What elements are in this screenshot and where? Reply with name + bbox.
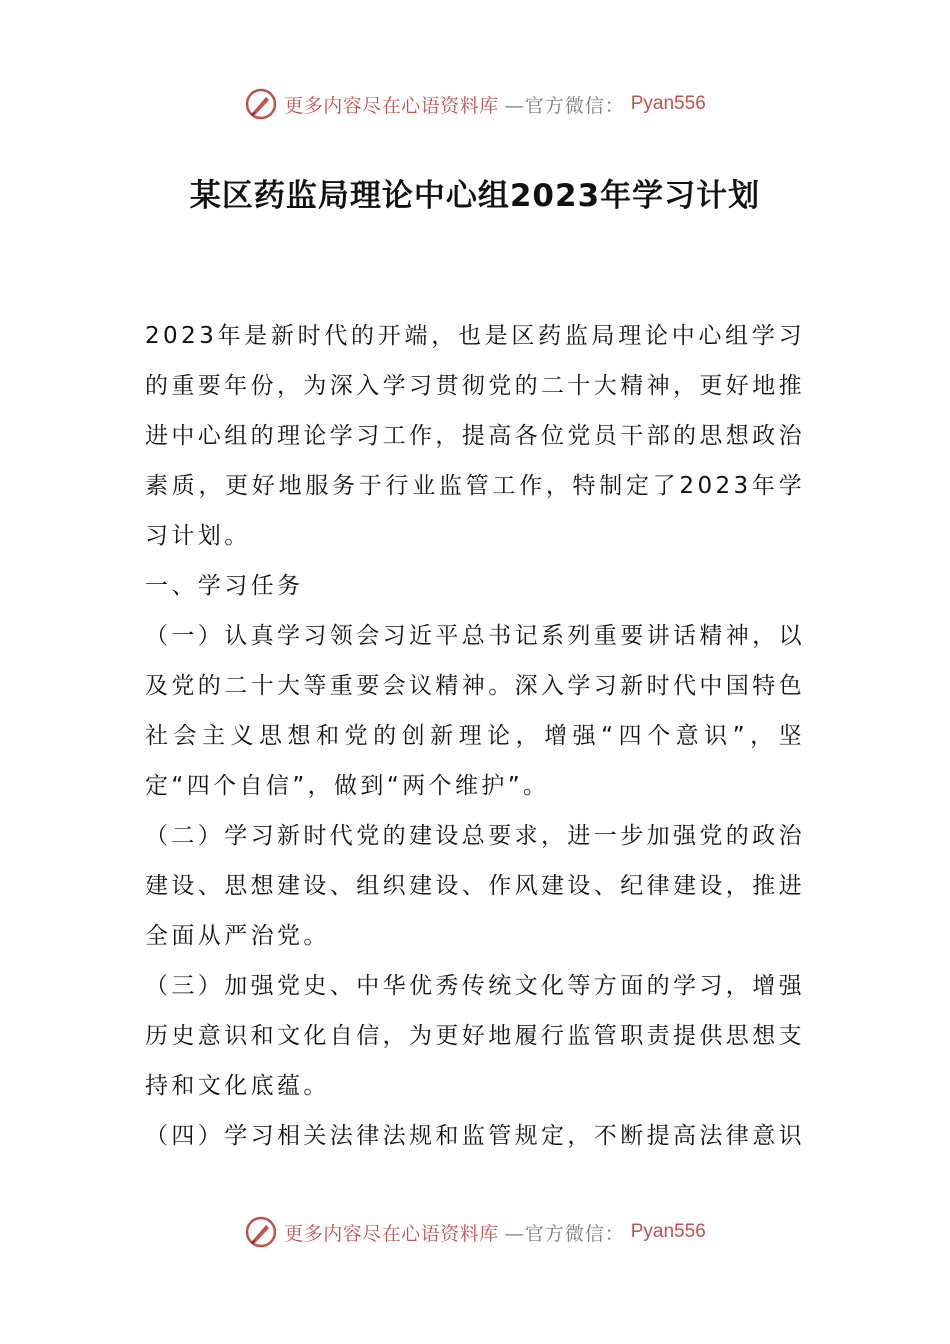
watermark-text: 更多内容尽在心语资料库: [284, 1222, 499, 1245]
document-body: [145, 311, 805, 1161]
pen-circle-logo-icon: [244, 87, 278, 121]
pen-circle-logo-icon: [244, 1215, 278, 1249]
watermark-text: 更多内容尽在心语资料库: [284, 94, 499, 117]
paragraph-item-1: （一）认真学习领会习近平总书记系列重要讲话精神，以及党的二十大等重要会议精神。深入学习新时代中国特色社会主义思想和党的创新理论，增强“四个意识”，坚定“四个自信”，做到“两个维护”。: [145, 623, 805, 799]
paragraph-item-2: （二）学习新时代党的建设总要求，进一步加强党的政治建设、思想建设、组织建设、作风建设、纪律建设，推进全面从严治党。: [145, 823, 805, 949]
watermark-wechat-id: Pyan556: [630, 1221, 706, 1242]
watermark-separator: —官方微信：: [504, 94, 625, 117]
header-watermark: [0, 84, 950, 124]
watermark-separator: —官方微信：: [504, 1222, 625, 1245]
watermark-wechat-id: Pyan556: [630, 93, 706, 114]
paragraph-item-3: （三）加强党史、中华优秀传统文化等方面的学习，增强历史意识和文化自信，为更好地履行监管职责提供思想支持和文化底蕴。: [145, 973, 805, 1099]
document-title: 某区药监局理论中心组2023年学习计划: [189, 178, 761, 214]
section-heading: 一、学习任务: [145, 573, 304, 599]
footer-watermark: [0, 1212, 950, 1252]
paragraph-intro: 2023年是新时代的开端，也是区药监局理论中心组学习的重要年份，为深入学习贯彻党的二十大精神，更好地推进中心组的理论学习工作，提高各位党员干部的思想政治素质，更好地服务于行业监管工作，特制定了2023年学习计划。: [145, 323, 805, 549]
paragraph-item-4: （四）学习相关法律法规和监管规定，不断提高法律意识: [145, 1123, 805, 1149]
